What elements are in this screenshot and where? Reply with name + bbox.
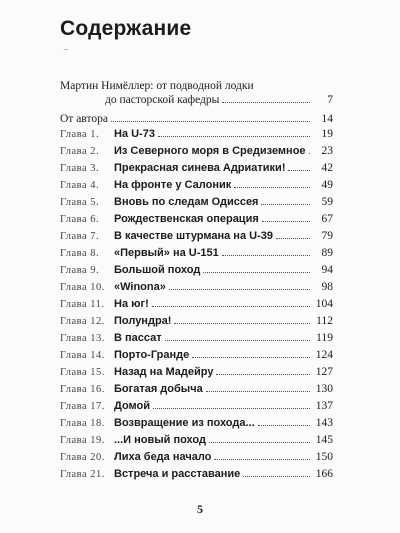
leader-dots (243, 476, 310, 477)
chapter-row (60, 364, 333, 381)
chapter-page: 89 (321, 247, 333, 259)
leader-dots (214, 459, 310, 460)
leader-dots (234, 187, 310, 188)
chapter-title: В пассат (114, 332, 162, 344)
chapter-row (60, 143, 333, 160)
chapter-title: Вновь по следам Одиссея (114, 196, 259, 208)
leader-dots (174, 323, 310, 324)
chapter-title: На фронте у Салоник (114, 179, 232, 191)
chapter-label: Глава 6. (60, 214, 100, 225)
chapter-label: Глава 11. (60, 299, 105, 310)
leader-dots (158, 136, 310, 137)
chapter-title: Большой поход (114, 264, 201, 276)
chapter-row (60, 228, 333, 245)
chapter-label: Глава 4. (60, 180, 100, 191)
chapter-page: 137 (315, 400, 333, 412)
chapter-title: Назад на Мадейру (114, 366, 214, 378)
chapter-title: Полундра! (114, 315, 172, 327)
chapter-label: Глава 8. (60, 248, 100, 259)
chapter-title: Рождественская операция (114, 213, 259, 225)
chapter-page: 104 (315, 298, 333, 310)
chapter-row (60, 381, 333, 398)
leader-dots (206, 391, 310, 392)
chapter-page: 145 (315, 434, 333, 446)
chapter-title: На юг! (114, 298, 149, 310)
chapter-title: Лиха беда начало (114, 451, 212, 463)
chapter-label: Глава 13. (60, 333, 105, 344)
chapter-page: 127 (315, 366, 333, 378)
chapter-label: Глава 10. (60, 282, 105, 293)
leader-dots (262, 221, 310, 222)
chapter-label: Глава 12. (60, 316, 105, 327)
chapter-page: 19 (321, 128, 333, 140)
chapter-title: Домой (114, 400, 151, 412)
leader-dots (222, 102, 310, 103)
chapter-row (60, 347, 333, 364)
chapter-label: Глава 5. (60, 197, 100, 208)
chapter-page: 130 (315, 383, 333, 395)
chapter-row (60, 211, 333, 228)
author-entry (60, 113, 333, 125)
chapter-page: 150 (315, 451, 333, 463)
chapter-label: Глава 15. (60, 367, 105, 378)
chapter-page: 67 (321, 213, 333, 225)
chapter-title: «Первый» на U-151 (114, 247, 219, 259)
chapter-page: 124 (315, 349, 333, 361)
chapter-row (60, 432, 333, 449)
leader-dots (222, 255, 310, 256)
leader-dots (258, 425, 310, 426)
chapter-page: 23 (321, 145, 333, 157)
chapter-row (60, 245, 333, 262)
leader-dots (169, 289, 310, 290)
leader-dots (203, 272, 310, 273)
chapter-title: Из Северного моря в Средиземное (114, 145, 306, 157)
chapter-label: Глава 17. (60, 401, 105, 412)
chapter-title: ...И новый поход (114, 434, 206, 446)
leader-dots (288, 170, 310, 171)
chapter-label: Глава 3. (60, 163, 100, 174)
author-page: 14 (321, 113, 333, 125)
intro-entry (60, 79, 333, 107)
chapter-title: Порто-Гранде (114, 349, 190, 361)
chapter-row (60, 398, 333, 415)
chapter-row (60, 330, 333, 347)
chapter-row (60, 415, 333, 432)
chapter-label: Глава 2. (60, 146, 100, 157)
chapter-title: В качестве штурмана на U-39 (114, 230, 273, 242)
chapter-title: Встреча и расставание (114, 468, 241, 480)
chapter-label: Глава 16. (60, 384, 105, 395)
page-title: Содержание (60, 17, 192, 40)
chapter-row (60, 177, 333, 194)
chapter-page: 119 (316, 332, 333, 344)
chapter-label: Глава 19. (60, 435, 105, 446)
chapter-row (60, 449, 333, 466)
leader-dots (192, 357, 310, 358)
chapter-label: Глава 7. (60, 231, 100, 242)
chapter-page: 59 (321, 196, 333, 208)
chapter-page: 42 (321, 162, 333, 174)
chapter-label: Глава 14. (60, 350, 105, 361)
chapter-label: Глава 21. (60, 469, 105, 480)
chapter-row (60, 194, 333, 211)
chapter-title: Богатая добыча (114, 383, 203, 395)
chapter-label: Глава 18. (60, 418, 105, 429)
intro-title-line1: Мартин Нимёллер: от подводной лодки (60, 80, 254, 92)
small-mark: – (64, 44, 68, 53)
author-label: От автора (60, 113, 108, 125)
chapter-page: 94 (321, 264, 333, 276)
chapter-label: Глава 9. (60, 265, 100, 276)
chapter-page: 98 (321, 281, 333, 293)
leader-dots (261, 204, 310, 205)
chapter-page: 112 (316, 315, 333, 327)
leader-dots (276, 238, 310, 239)
leader-dots (216, 374, 310, 375)
leader-dots (153, 408, 310, 409)
intro-page: 7 (327, 94, 333, 106)
chapter-row (60, 313, 333, 330)
chapter-label: Глава 1. (60, 129, 100, 140)
chapter-list (60, 126, 333, 483)
chapter-page: 143 (315, 417, 333, 429)
leader-dots (165, 340, 310, 341)
chapter-page: 166 (315, 468, 333, 480)
chapter-row (60, 126, 333, 143)
leader-dots (309, 153, 310, 154)
chapter-label: Глава 20. (60, 452, 105, 463)
chapter-page: 79 (321, 230, 333, 242)
chapter-title: Прекрасная синева Адриатики! (114, 162, 286, 174)
leader-dots (209, 442, 310, 443)
chapter-title: На U-73 (114, 128, 155, 140)
chapter-title: «Winona» (114, 281, 166, 293)
chapter-row (60, 262, 333, 279)
chapter-title: Возвращение из похода... (114, 417, 255, 429)
leader-dots (111, 121, 310, 122)
page-number: 5 (197, 502, 203, 516)
chapter-row (60, 279, 333, 296)
bleed-through-text (217, 5, 389, 75)
intro-title-line2: до пасторской кафедры (105, 94, 220, 106)
chapter-page: 49 (321, 179, 333, 191)
chapter-row (60, 160, 333, 177)
leader-dots (152, 306, 310, 307)
chapter-row (60, 466, 333, 483)
chapter-row (60, 296, 333, 313)
